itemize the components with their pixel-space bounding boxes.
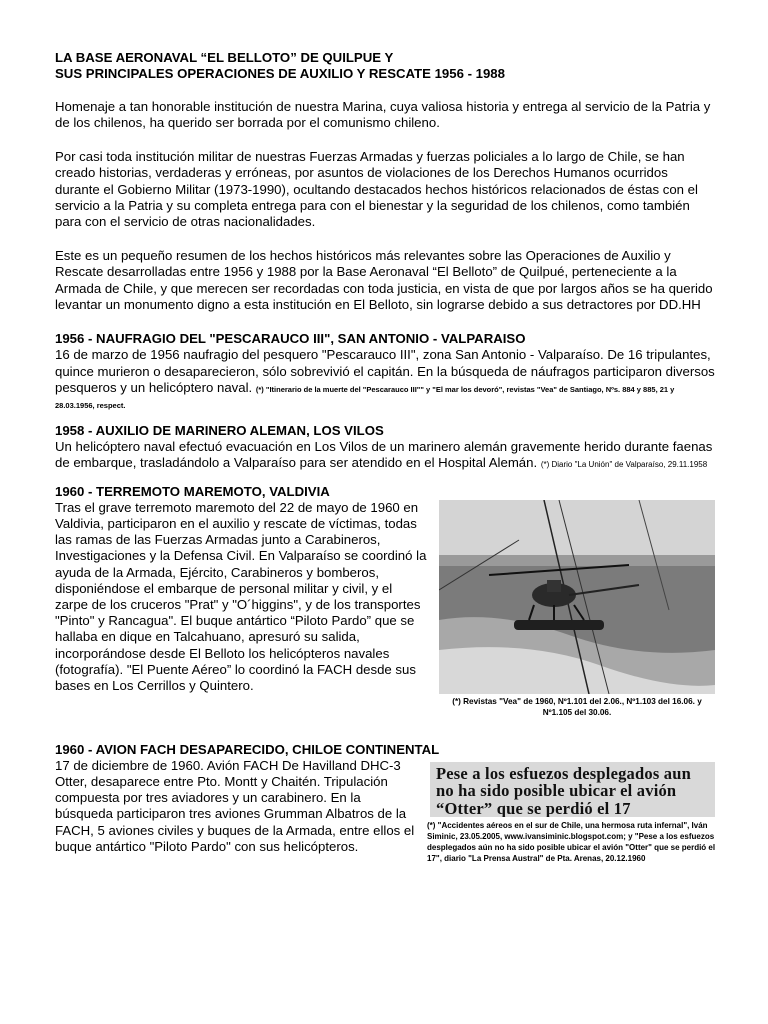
- source-note: (*) "Itinerario de la muerte del "Pescarauco III"" y "El mar los devoró", revistas "Vea" de Santiago, Nºs. 884 y 885, 21 y 28.03.1956, respect.: [55, 384, 675, 411]
- summary-paragraph: Este es un pequeño resumen de los hechos históricos más relevantes sobre las Operaciones de Auxilio y Rescate desarrolladas entre 1956 y 1988 por la Base Aeronaval “El Belloto” de Quilpué, perteneciente a la Armada de Chile, y que merecen ser recordadas con toda justicia, en vista de que por largos años se ha querido levantar un monumento digno a esta institución en El Belloto, sin lograrse debido a sus detractores por DD.HH: [55, 247, 713, 313]
- helicopter-photo-illustration: [439, 500, 715, 694]
- section-body: 16 de marzo de 1956 naufragio del pesquero "Pescarauco III", zona San Antonio - Valparaíso. De 16 tripulantes, quince murieron o desaparecieron, sólo sobrevivió el capitán. En la búsqueda de náufragos participaron diversos pesqueros y un helicóptero naval.: [55, 347, 715, 395]
- section-body: Tras el grave terremoto maremoto del 22 de mayo de 1960 en Valdivia, participaron en el auxilio y rescate de víctimas, todas las ramas de las Fuerzas Armadas junto a Carabineros, Investigaciones y la Defensa Civil. En Valparaíso se coordinó la ayuda de la Armada, Ejército, Carabineros y bomberos, disponiéndose el embarque de personal militar y civil, y el zarpe de los cruceros "Prat" y "O´higgins", y de los transportes "Pinto" y Rancagua". El buque antártico “Piloto Pardo” que se hallaba en dique en Talcahuano, apresuró su salida, incorporándose desde El Belloto los helicópteros navales (fotografía). "El Puente Aéreo” lo coordinó la FACH desde sus bases en Los Cerrillos y Quintero.: [55, 499, 427, 693]
- title-line-2: SUS PRINCIPALES OPERACIONES DE AUXILIO Y RESCATE 1956 - 1988: [55, 66, 505, 81]
- document-title: [55, 50, 715, 82]
- section-1960-chiloe: [55, 742, 715, 882]
- document-page: [55, 50, 715, 882]
- section-heading: 1960 - AVION FACH DESAPARECIDO, CHILOE CONTINENTAL: [55, 741, 440, 757]
- photo-caption: (*) Revistas "Vea" de 1960, Nº1.101 del 2.06., Nº1.103 del 16.06. y Nº1.105 del 30.06.: [452, 696, 702, 717]
- section-heading: 1956 - NAUFRAGIO DEL "PESCARAUCO III", SAN ANTONIO - VALPARAISO: [55, 331, 526, 347]
- section-heading: 1960 - TERREMOTO MAREMOTO, VALDIVIA: [55, 483, 330, 499]
- source-note: (*) Diario "La Unión" de Valparaíso, 29.11.1958: [540, 460, 708, 470]
- section-1960-valdivia: [55, 484, 715, 742]
- section-body: 17 de diciembre de 1960. Avión FACH De Havilland DHC-3 Otter, desaparece entre Pto. Montt y Chaitén. Tripulación compuesta por tres aviadores y un carabinero. En la búsqueda participaron tres aviones Grumman Albatros de la FACH, 5 aviones civiles y buques de la Armada, entre ellos el buque antártico "Piloto Pardo" con sus helicópteros.: [55, 757, 415, 854]
- clipping-headline: Pese a los esfuezos desplegados aun no ha sido posible ubicar el avión “Otter” que se perdió el 17: [436, 763, 691, 817]
- section-1958: [55, 423, 715, 471]
- newspaper-clipping: [430, 762, 715, 817]
- helicopter-ship-photo: [439, 500, 715, 694]
- photo-figure: [439, 500, 715, 718]
- section-heading: 1958 - AUXILIO DE MARINERO ALEMAN, LOS VILOS: [55, 423, 384, 439]
- title-line-1: LA BASE AERONAVAL “EL BELLOTO” DE QUILPUE Y: [55, 50, 394, 65]
- section-1956: [55, 331, 715, 412]
- section-body: Un helicóptero naval efectuó evacuación en Los Vilos de un marinero alemán gravemente herido durante faenas de embarque, trasladándolo a Valparaíso para ser atendido en el Hospital Alemán.: [55, 439, 713, 471]
- clipping-caption: (*) "Accidentes aéreos en el sur de Chile, una hermosa ruta infernal", Iván Siminic, 23.05.2005, www.ivansiminic.blogspot.com; y "Pese a los esfuezos desplegados aún no ha sido posible ubicar el avión "Otter" que se perdió el 17", diario "La Prensa Austral" de Pta. Arenas, 20.12.1960: [427, 820, 716, 863]
- intro-paragraph: Homenaje a tan honorable institución de nuestra Marina, cuya valiosa historia y entrega al servicio de la Patria y de los chilenos, ha querido ser borrada por el comunismo chileno.: [55, 99, 711, 131]
- context-paragraph: Por casi toda institución militar de nuestras Fuerzas Armadas y fuerzas policiales a lo largo de Chile, se han creado historias, verdaderas y erróneas, por asuntos de violaciones de los Derechos Humanos ocurridos durante el Gobierno Militar (1973-1990), ocultando destacados hechos históricos relacionados de éstas con el servicio a la Patria y su completa entrega para con el bienestar y la seguridad de los chilenos, como también para con el servicio de otras nacionalidades.: [55, 148, 698, 230]
